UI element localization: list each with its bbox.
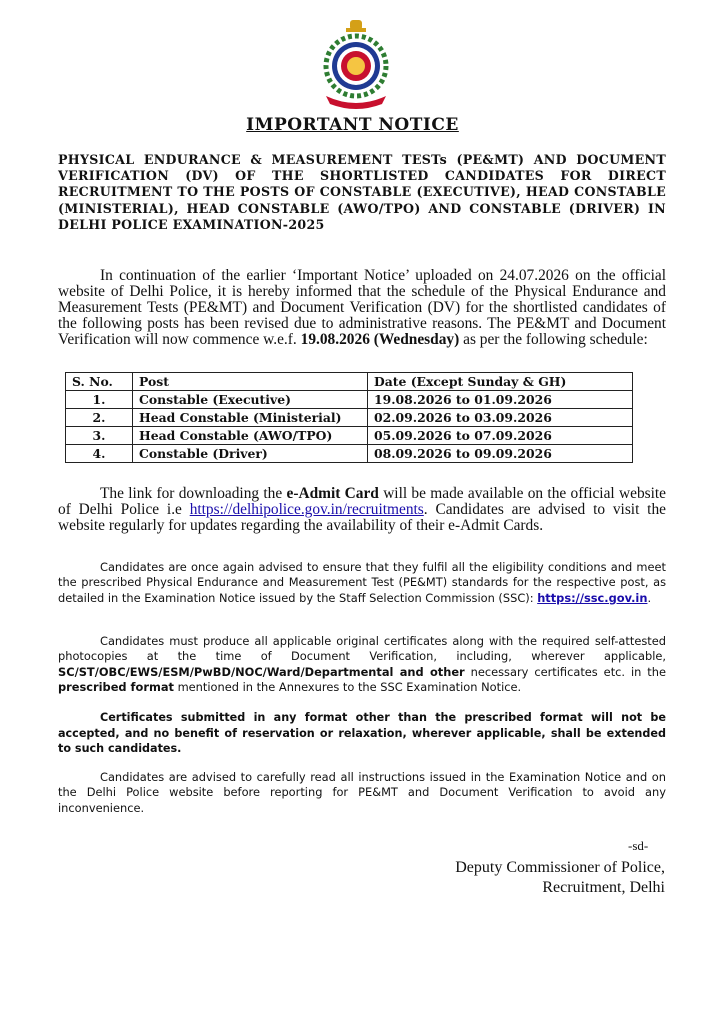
row-post: Head Constable (Ministerial) (133, 409, 368, 427)
row-post: Head Constable (AWO/TPO) (133, 427, 368, 445)
intro-tail: as per the following schedule: (463, 331, 648, 348)
ssc-link[interactable]: https://ssc.gov.in (537, 590, 648, 605)
eligibility-text: Candidates are once again advised to ensure that they fulfil all the eligibility conditions and meet the prescribed Physical Endurance and Measurement Test (PE&MT) standards for the respective post, as detailed in the Examination Notice issued by the Staff Selection Commission (SSC): (58, 560, 666, 605)
categories-bold: SC/ST/OBC/EWS/ESM/PwBD/NOC/Ward/Departmental and other (58, 664, 465, 679)
paragraph-instructions: Candidates are advised to carefully read all instructions issued in the Examination Notice and on the Delhi Police website before reporting for PE&MT and Document Verification to avoid any inconvenience. (58, 770, 666, 815)
paragraph-warning: Certificates submitted in any format other than the prescribed format will not be accepted, and no benefit of reservation or relaxation, wherever applicable, shall be extended to such candidates. (58, 711, 666, 756)
table-row (66, 445, 633, 463)
certificates-post: mentioned in the Annexures to the SSC Examination Notice. (177, 680, 522, 695)
prescribed-format-bold: prescribed format (58, 680, 174, 695)
table-row (66, 427, 633, 445)
row-post: Constable (Executive) (133, 391, 368, 409)
header-post: Post (133, 373, 368, 391)
row-post: Constable (Driver) (133, 445, 368, 463)
row-sno: 3. (66, 427, 133, 445)
header-date: Date (Except Sunday & GH) (368, 373, 633, 391)
admit-card-bold: e-Admit Card (286, 485, 379, 502)
row-date: 19.08.2026 to 01.09.2026 (368, 391, 633, 409)
delhi-police-emblem-icon (316, 18, 396, 110)
paragraph-intro (58, 268, 666, 348)
row-sno: 4. (66, 445, 133, 463)
recruitment-link[interactable]: https://delhipolice.gov.in/recruitments (189, 501, 424, 518)
admit-pre: The link for downloading the (100, 485, 283, 502)
signature-designation: Deputy Commissioner of Police, (455, 859, 665, 876)
row-sno: 2. (66, 409, 133, 427)
paragraph-eligibility (58, 560, 666, 606)
notice-heading: IMPORTANT NOTICE (246, 115, 459, 135)
certificates-mid: necessary certificates etc. in the (470, 664, 666, 679)
commence-date: 19.08.2026 (Wednesday) (300, 331, 460, 348)
paragraph-admit-card (58, 486, 666, 534)
signature-sd: -sd- (628, 838, 649, 853)
intro-text: In continuation of the earlier ‘Important Notice’ uploaded on 24.07.2026 on the official website of Delhi Police, it is hereby informed that the schedule of the Physical Endurance and Measurement Tests (PE&MT) and Document Verification (DV) for the shortlisted candidates of the following posts has been revised due to administrative reasons. The PE&MT and Document Verification will now commence w.e.f. (58, 267, 666, 348)
signature-office: Recruitment, Delhi (542, 879, 665, 896)
notice-subject: PHYSICAL ENDURANCE & MEASUREMENT TESTs (PE&MT) AND DOCUMENT VERIFICATION (DV) OF THE SHORTLISTED CANDIDATES FOR DIRECT RECRUITMENT TO THE POSTS OF CONSTABLE (EXECUTIVE), HEAD CONSTABLE (MINISTERIAL), HEAD CONSTABLE (AWO/TPO) AND CONSTABLE (DRIVER) IN DELHI POLICE EXAMINATION-2025 (58, 152, 666, 232)
row-date: 05.09.2026 to 07.09.2026 (368, 427, 633, 445)
admit-mid: will be made available on the official website of Delhi Police i.e (58, 485, 667, 518)
table-row (66, 391, 633, 409)
admit-post: . Candidates are advised to visit the website regularly for updates regarding the availability of their e-Admit Cards. (58, 501, 666, 534)
table-row (66, 409, 633, 427)
eligibility-end: . (647, 590, 652, 605)
header-sno: S. No. (66, 373, 133, 391)
certificates-pre: Candidates must produce all applicable original certificates along with the required self-attested photocopies at the time of Document Verification, including, wherever applicable, (58, 634, 666, 664)
paragraph-certificates (58, 634, 666, 696)
schedule-table (65, 372, 633, 463)
table-header-row (66, 373, 633, 391)
row-sno: 1. (66, 391, 133, 409)
row-date: 08.09.2026 to 09.09.2026 (368, 445, 633, 463)
row-date: 02.09.2026 to 03.09.2026 (368, 409, 633, 427)
signature-block (455, 858, 665, 898)
